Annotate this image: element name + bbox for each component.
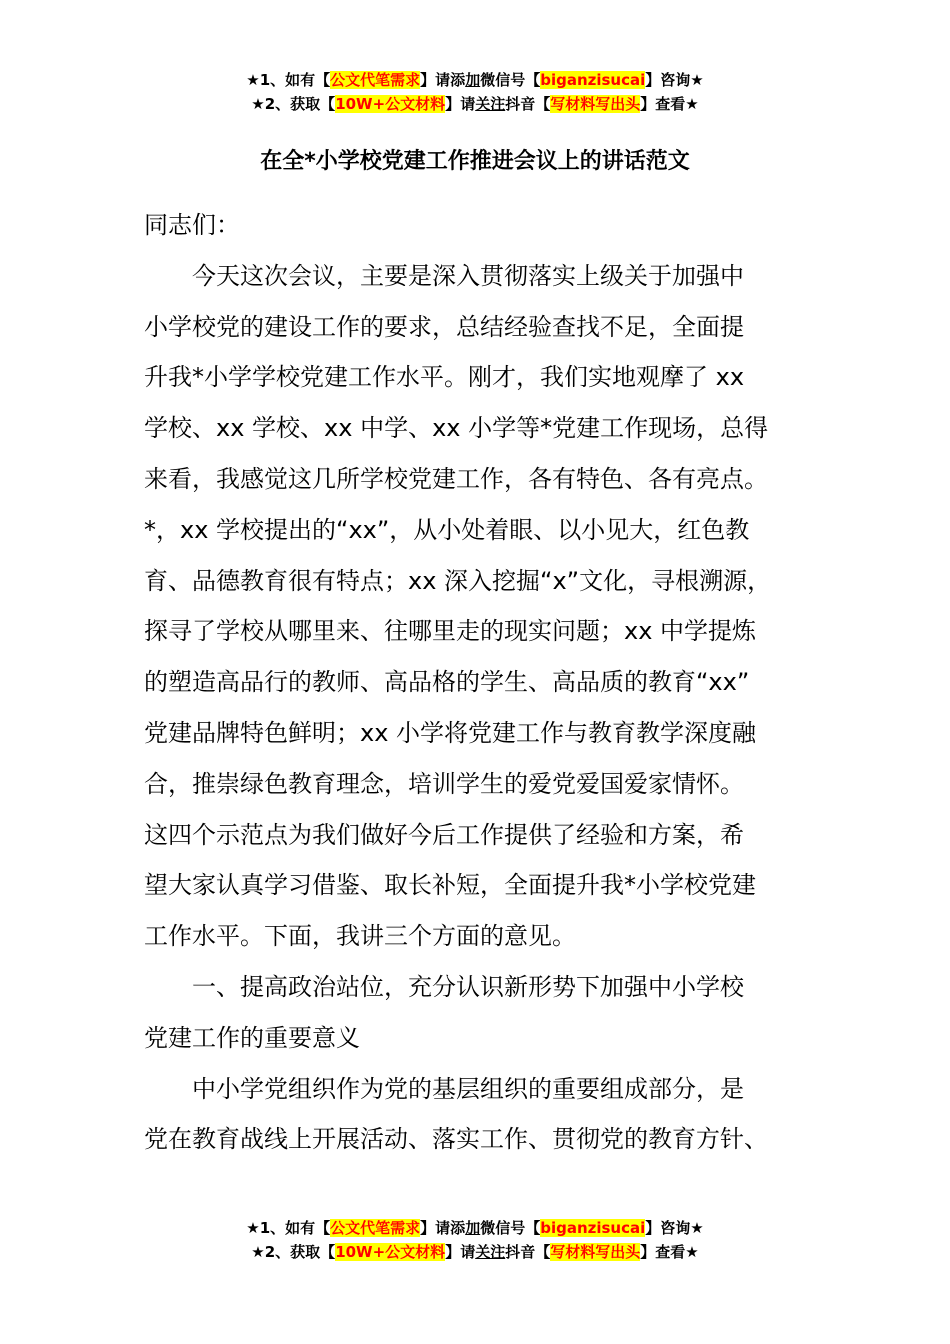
banner-text: ★1、如有【 bbox=[246, 1219, 331, 1237]
banner-text: ★1、如有【 bbox=[246, 71, 331, 89]
text-line: 今天这次会议，主要是深入贯彻落实上级关于加强中 bbox=[192, 261, 744, 290]
banner-text: ★2、获取【 bbox=[251, 95, 336, 113]
banner-highlight: biganzisucai bbox=[540, 1219, 646, 1237]
text-line: *，xx 学校提出的“xx”，从小处着眼、以小见大，红色教 bbox=[144, 515, 750, 544]
banner-underlined-text: 关注 bbox=[475, 1243, 506, 1261]
footer-banner bbox=[0, 1216, 950, 1264]
banner-highlight: 公文代笔需求 bbox=[330, 71, 421, 89]
banner-text: 】请 bbox=[445, 1243, 476, 1261]
text-line: 党建品牌特色鲜明；xx 小学将党建工作与教育教学深度融 bbox=[144, 718, 757, 747]
text-line: 的塑造高品行的教师、高品格的学生、高品质的教育“xx” bbox=[144, 668, 750, 697]
banner-text: ★2、获取【 bbox=[251, 1243, 336, 1261]
banner-text: 】查看★ bbox=[640, 1243, 699, 1261]
banner-highlight: biganzisucai bbox=[540, 71, 646, 89]
banner-highlight: 公文代笔需求 bbox=[330, 1219, 421, 1237]
banner-highlight: 写材料写出头 bbox=[550, 95, 641, 113]
text-line: 工作水平。下面，我讲三个方面的意见。 bbox=[144, 922, 576, 951]
banner-text: 抖音【 bbox=[505, 1243, 551, 1261]
banner-text: 】请添 bbox=[420, 1219, 466, 1237]
banner-text: 】请添 bbox=[420, 71, 466, 89]
section-heading-line: 一、提高政治站位，充分认识新形势下加强中小学校 bbox=[192, 972, 744, 1001]
banner-highlight: 写材料写出头 bbox=[550, 1243, 641, 1261]
banner-text: 】查看★ bbox=[640, 95, 699, 113]
text-line: 育、品德教育很有特点；xx 深入挖掘“x”文化，寻根溯源， bbox=[144, 566, 772, 595]
document-title: 在全*小学校党建工作推进会议上的讲话范文 bbox=[260, 149, 690, 174]
text-line: 同志们： bbox=[144, 211, 240, 239]
banner-text: 微信号【 bbox=[480, 71, 541, 89]
text-line: 升我*小学学校党建工作水平。刚才，我们实地观摩了 xx bbox=[144, 363, 745, 392]
banner-line-2 bbox=[0, 1240, 950, 1264]
banner-text: 】请 bbox=[445, 95, 476, 113]
header-banner bbox=[0, 68, 950, 116]
text-line: 学校、xx 学校、xx 中学、xx 小学等*党建工作现场，总得 bbox=[144, 414, 769, 443]
banner-highlight: 10W+公文材料 bbox=[335, 1243, 446, 1261]
banner-underlined-text: 关注 bbox=[475, 95, 506, 113]
text-line: 党在教育战线上开展活动、落实工作、贯彻党的教育方针、 bbox=[144, 1125, 768, 1154]
text-line: 来看，我感觉这几所学校党建工作，各有特色、各有亮点。 bbox=[144, 464, 768, 493]
text-line: 望大家认真学习借鉴、取长补短，全面提升我*小学校党建 bbox=[144, 871, 756, 900]
banner-text: 】咨询★ bbox=[645, 1219, 704, 1237]
banner-line-1 bbox=[0, 1216, 950, 1240]
text-line: 探寻了学校从哪里来、往哪里走的现实问题；xx 中学提炼 bbox=[144, 617, 757, 646]
text-line: 这四个示范点为我们做好今后工作提供了经验和方案，希 bbox=[144, 820, 744, 849]
banner-line-2 bbox=[0, 92, 950, 116]
banner-underlined-text: 加 bbox=[465, 1219, 481, 1237]
text-line: 合，推崇绿色教育理念，培训学生的爱党爱国爱家情怀。 bbox=[144, 769, 744, 798]
banner-underlined-text: 加 bbox=[465, 71, 481, 89]
banner-line-1 bbox=[0, 68, 950, 92]
banner-text: 微信号【 bbox=[480, 1219, 541, 1237]
banner-text: 抖音【 bbox=[505, 95, 551, 113]
text-line: 小学校党的建设工作的要求，总结经验查找不足，全面提 bbox=[144, 312, 744, 341]
banner-text: 】咨询★ bbox=[645, 71, 704, 89]
document-body bbox=[144, 200, 814, 1165]
text-line: 中小学党组织作为党的基层组织的重要组成部分，是 bbox=[192, 1074, 744, 1103]
banner-highlight: 10W+公文材料 bbox=[335, 95, 446, 113]
section-heading-line: 党建工作的重要意义 bbox=[144, 1023, 360, 1052]
